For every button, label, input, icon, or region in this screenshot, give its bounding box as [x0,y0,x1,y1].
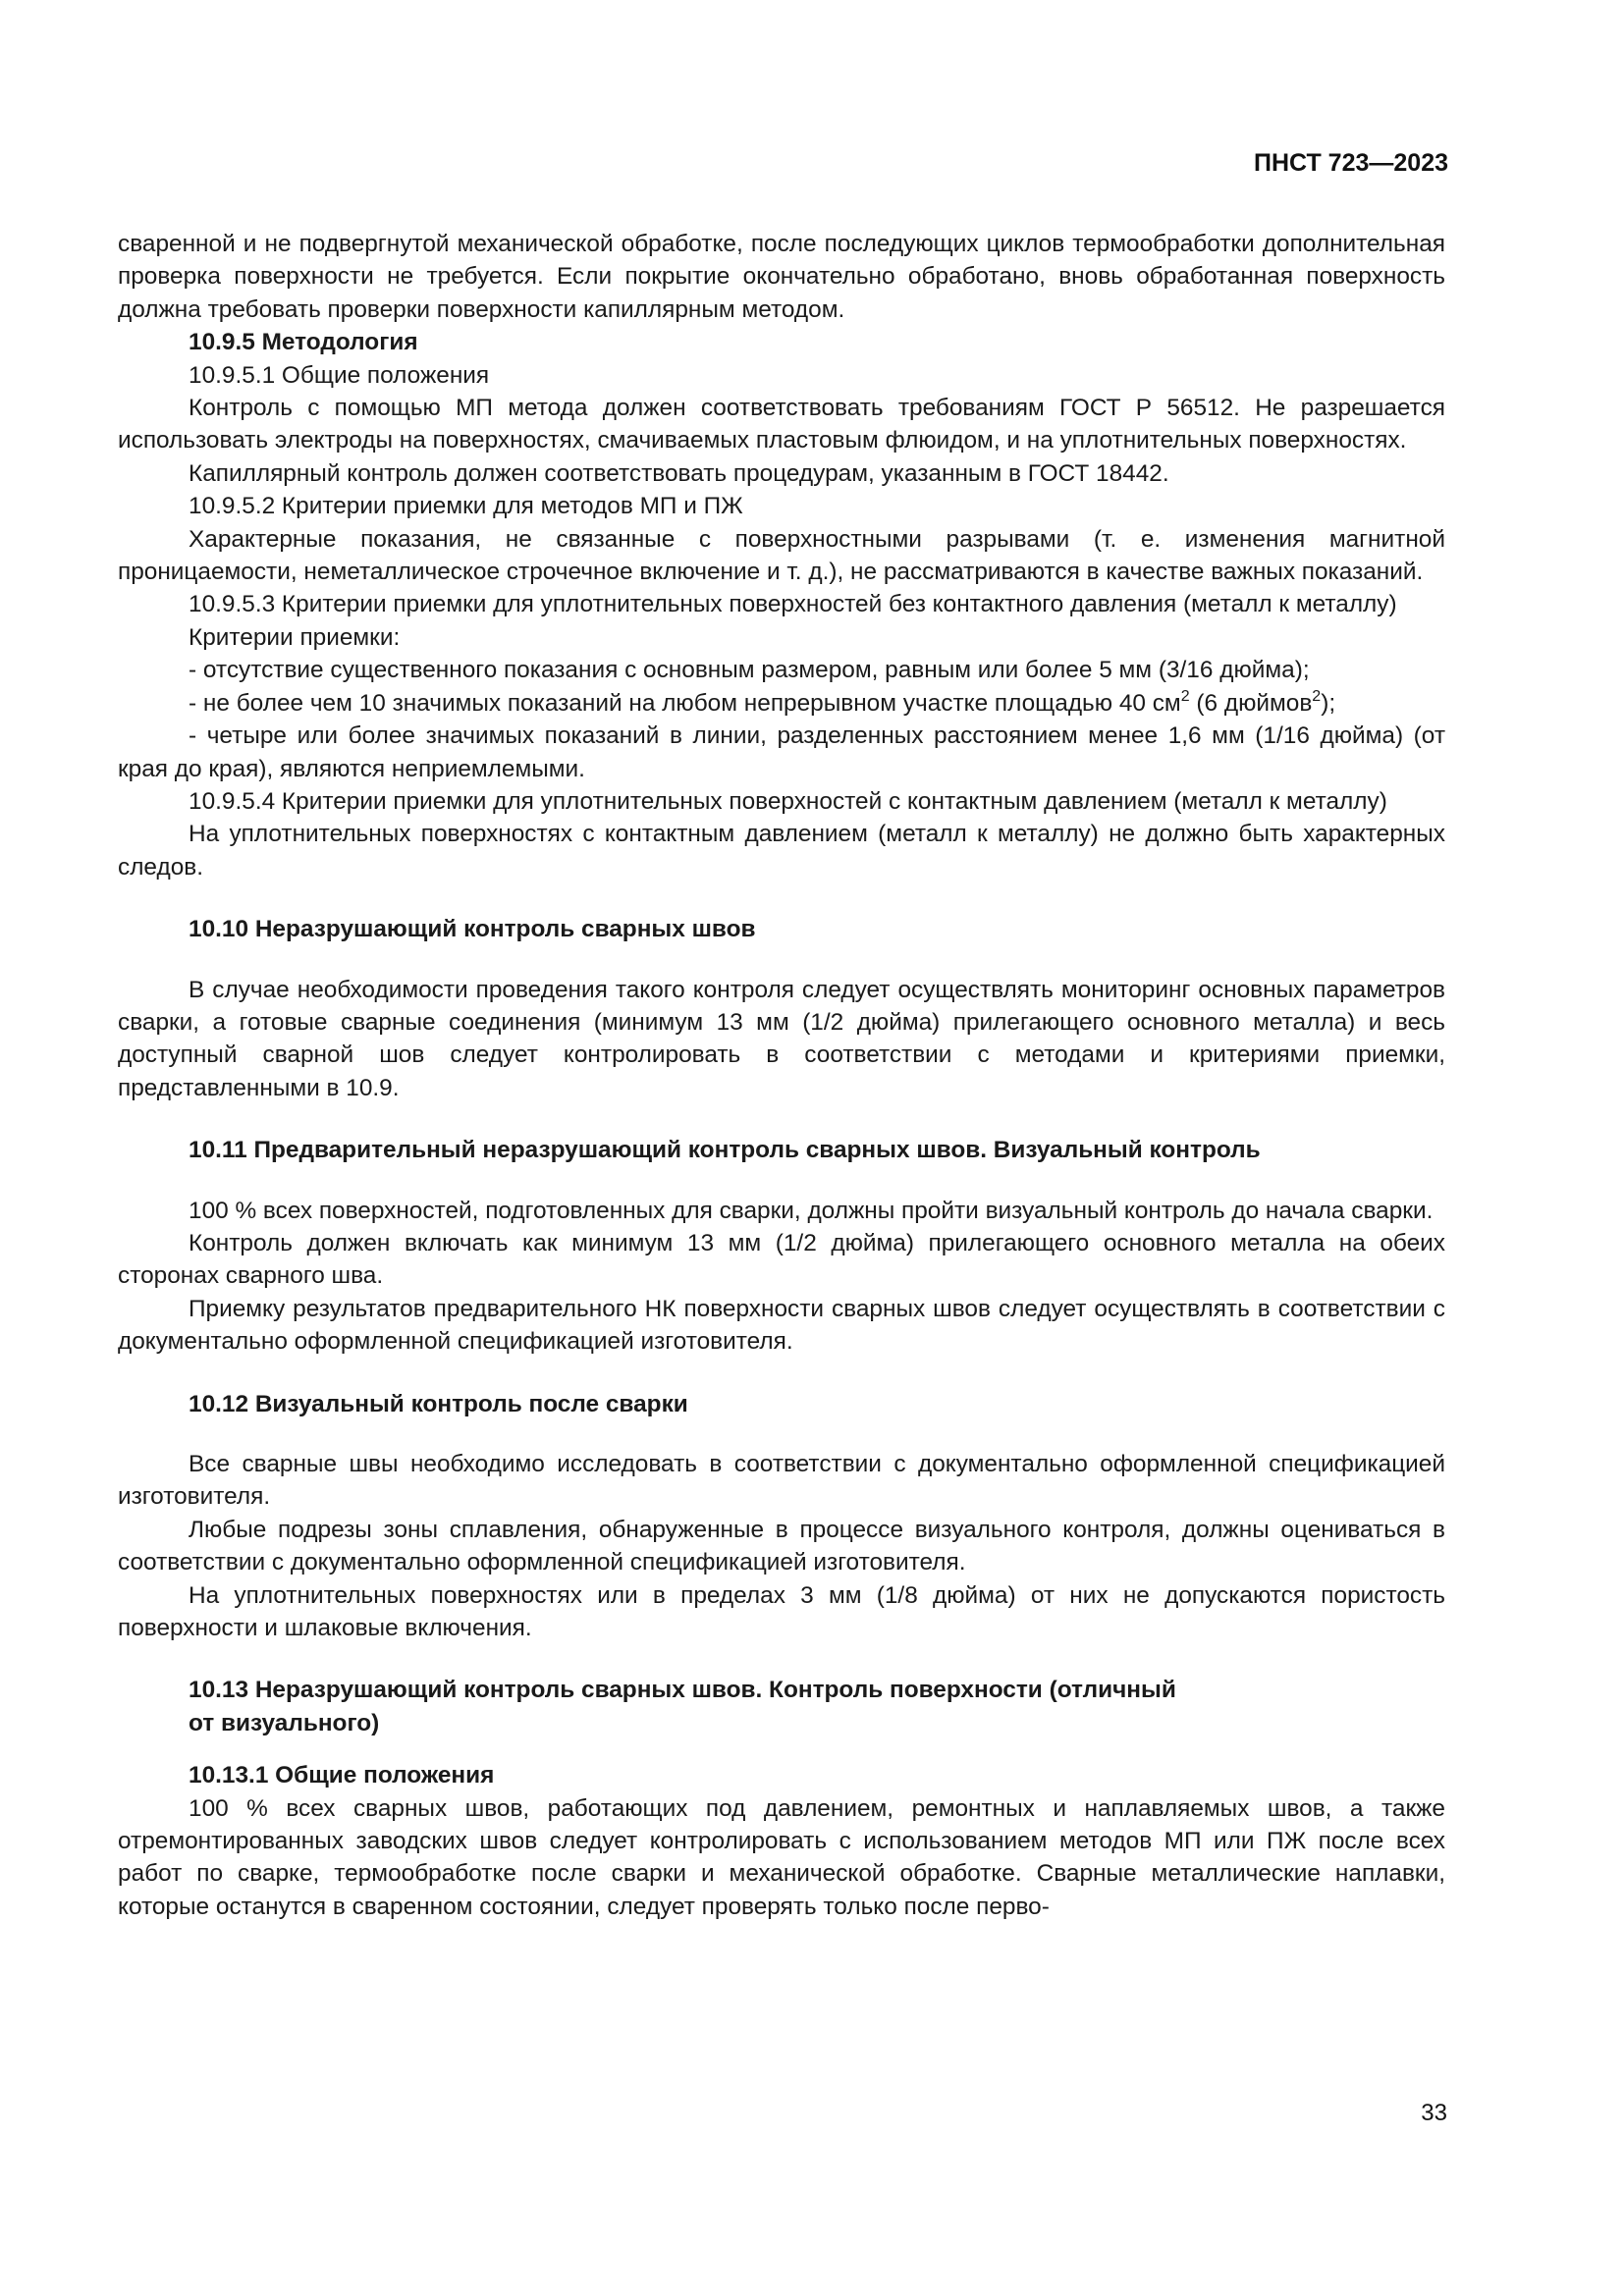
paragraph: На уплотнительных поверхностях или в пределах 3 мм (1/8 дюйма) от них не допускаются пористость поверхности и шлаковые включения. [118,1581,1445,1642]
paragraph: Характерные показания, не связанные с поверхностными разрывами (т. е. изменения магнитной проницаемости, неметаллическое строчечное включение и т. д.), не рассматриваются в качестве важных показаний. [118,525,1445,586]
paragraph: 100 % всех поверхностей, подготовленных для сварки, должны пройти визуальный контроль до начала сварки. [189,1197,1434,1224]
heading-10-13 [118,1674,1445,1739]
paragraph: Контроль с помощью МП метода должен соответствовать требованиям ГОСТ Р 56512. Не разрешается использовать электроды на поверхностях, смачиваемых пластовым флюидом, и на уплотнительных поверхностях. [118,395,1445,454]
document-body [118,228,1445,1923]
heading-line: 10.13 Неразрушающий контроль сварных швов. Контроль поверхности (отличный [189,1677,1176,1704]
superscript: 2 [1312,687,1322,705]
subheading-10-9-5-1: 10.9.5.1 Общие положения [189,361,490,389]
paragraph: сваренной и не подвергнутой механической обработке, после последующих циклов термообработки дополнительная проверка поверхности не требуется. Если покрытие окончательно обработано, вновь обработанная поверхность должна требовать проверки поверхности капиллярным методом. [118,231,1445,323]
criteria-label: Критерии приемки: [189,623,401,651]
paragraph: Любые подрезы зоны сплавления, обнаруженные в процессе визуального контроля, должны оцениваться в соответствии с документально оформленной спецификацией изготовителя. [118,1516,1445,1576]
page-number: 33 [1421,2100,1447,2126]
heading-10-9-5: 10.9.5 Методология [189,329,418,356]
paragraph: Приемку результатов предварительного НК поверхности сварных швов следует осуществлять в соответствии с документально оформленной спецификацией изготовителя. [118,1295,1445,1356]
superscript: 2 [1180,687,1190,705]
subheading-10-9-5-3: 10.9.5.3 Критерии приемки для уплотнительных поверхностей без контактного давления (металл к металлу) [189,591,1397,618]
paragraph: 100 % всех сварных швов, работающих под давлением, ремонтных и наплавляемых швов, а также отремонтированных заводских швов следует контролировать с использованием методов МП или ПЖ после всех работ по сварке, термообработке после сварки и механической обработке. Сварные металлические наплавки, которые останутся в сваренном состоянии, следует проверять только после перво- [118,1794,1445,1920]
document-id: ПНСТ 723—2023 [1254,149,1448,177]
list-item: - четыре или более значимых показаний в линии, разделенных расстоянием менее 1,6 мм (1/16 дюйма) (от края до края), являются неприемлемыми. [118,722,1445,782]
list-item-text: ); [1321,689,1336,717]
list-item-text: (6 дюймов [1189,689,1313,717]
heading-line: от визуального) [189,1709,380,1736]
paragraph: В случае необходимости проведения такого контроля следует осуществлять мониторинг основных параметров сварки, а готовые сварные соединения (минимум 13 мм (1/2 дюйма) прилегающего основного металла) и весь доступный сварной шов следует контролировать в соответствии с методами и критериями приемки, представленными в 10.9. [118,976,1445,1101]
heading-10-13-1: 10.13.1 Общие положения [189,1762,495,1789]
list-item [118,687,1445,720]
heading-10-12: 10.12 Визуальный контроль после сварки [189,1390,688,1417]
heading-10-10: 10.10 Неразрушающий контроль сварных швов [189,916,756,943]
heading-10-11: 10.11 Предварительный неразрушающий контроль сварных швов. Визуальный контроль [189,1137,1261,1164]
list-item: - отсутствие существенного показания с основным размером, равным или более 5 мм (3/16 дюйма); [189,657,1310,684]
subheading-10-9-5-4: 10.9.5.4 Критерии приемки для уплотнительных поверхностей с контактным давлением (металл к металлу) [189,787,1387,815]
paragraph: Капиллярный контроль должен соответствовать процедурам, указанным в ГОСТ 18442. [189,459,1169,487]
paragraph: На уплотнительных поверхностях с контактным давлением (металл к металлу) не должно быть характерных следов. [118,821,1445,881]
subheading-10-9-5-2: 10.9.5.2 Критерии приемки для методов МП и ПЖ [189,493,743,520]
paragraph: Контроль должен включать как минимум 13 мм (1/2 дюйма) прилегающего основного металла на обеих сторонах сварного шва. [118,1229,1445,1290]
list-item-text: - не более чем 10 значимых показаний на любом непрерывном участке площадью 40 см [189,689,1181,717]
paragraph: Все сварные швы необходимо исследовать в соответствии с документально оформленной спецификацией изготовителя. [118,1451,1445,1511]
